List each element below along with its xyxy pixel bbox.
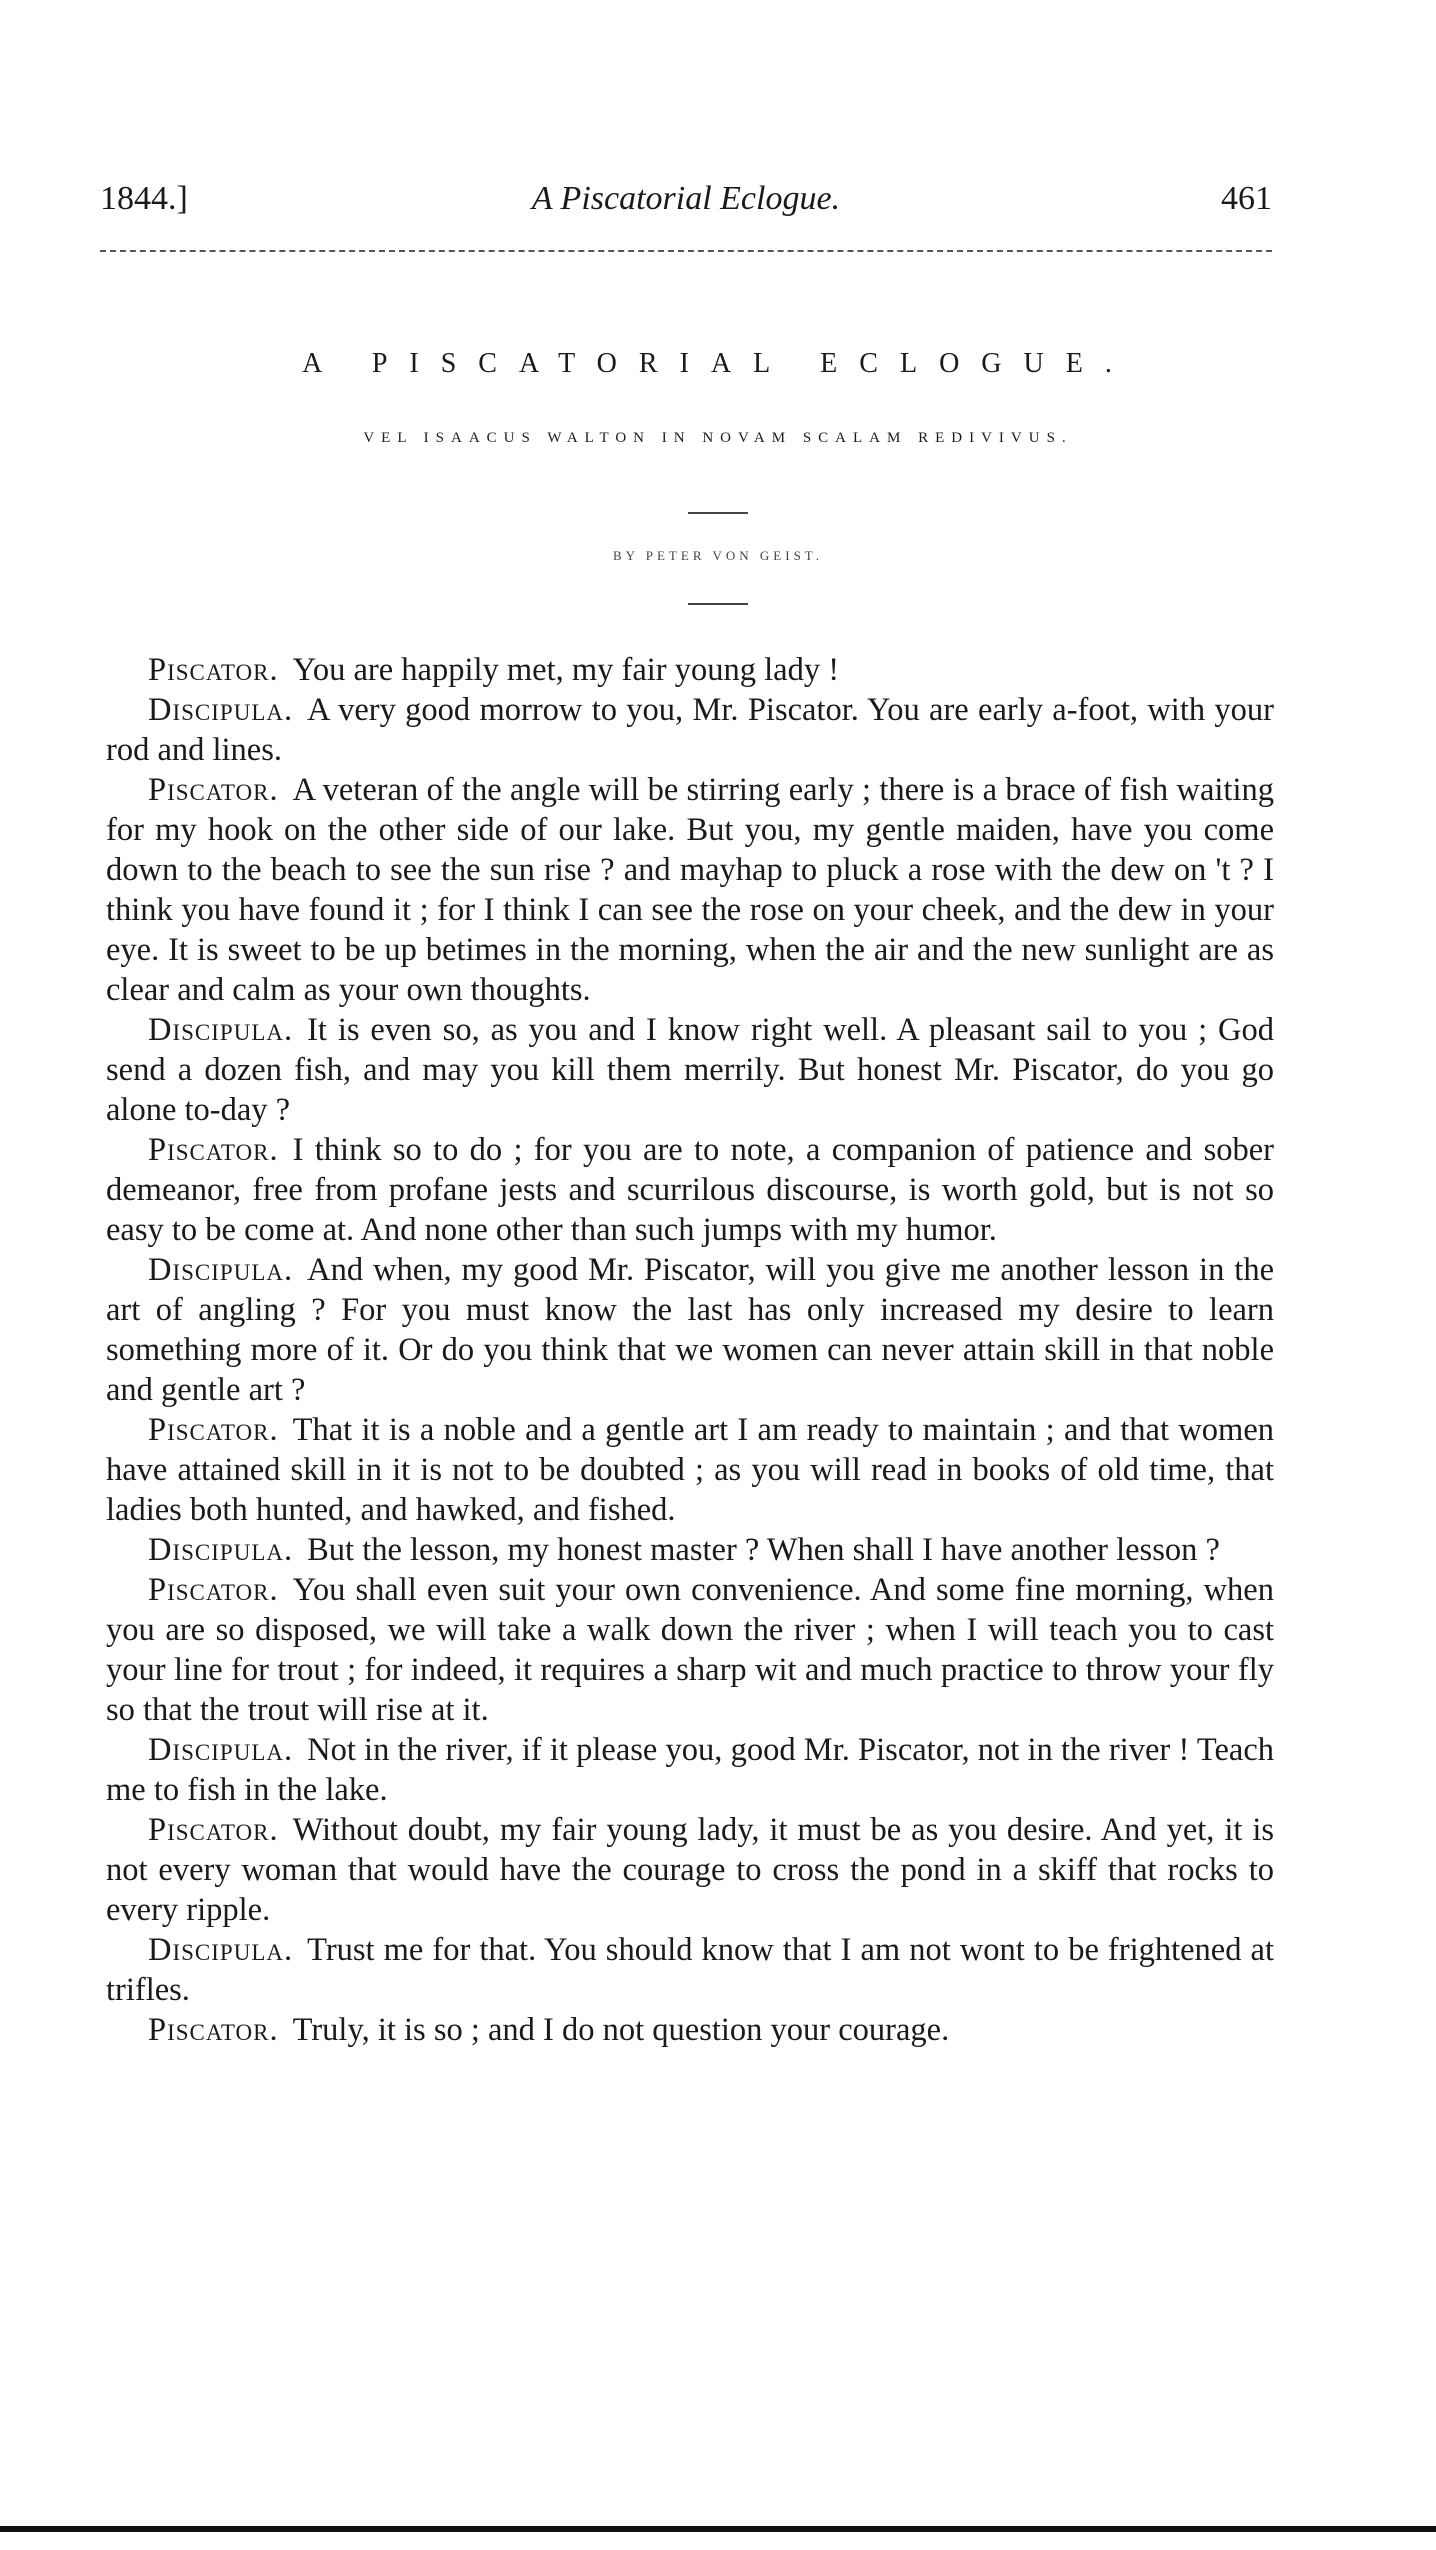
running-head (100, 180, 1272, 230)
running-head-title: A Piscatorial Eclogue. (531, 180, 841, 217)
dialogue-paragraph (106, 1130, 1274, 1250)
speaker-name: Piscator. (148, 2012, 279, 2048)
dialogue-paragraph (106, 1010, 1274, 1130)
speech-text: I think so to do ; for you are to note, a companion of patience and sober demeanor, free from profane jests and scurrilous discourse, is worth gold, but is not so easy to be come at. And none other than such jumps with my humor. (106, 1132, 1274, 1248)
speech-text: And when, my good Mr. Piscator, will you give me another lesson in the art of angling ? For you must know the last has only increased my desire to learn something more of it. Or do you think that we women can never attain skill in that noble and gentle art ? (106, 1252, 1274, 1408)
header-rule (100, 250, 1272, 252)
speech-text: You are happily met, my fair young lady ! (292, 652, 840, 688)
speech-text: Without doubt, my fair young lady, it must be as you desire. And yet, it is not every woman that would have the courage to cross the pond in a skiff that rocks to every ripple. (106, 1812, 1274, 1928)
speech-text: A veteran of the angle will be stirring early ; there is a brace of fish waiting for my hook on the other side of our lake. But you, my gentle maiden, have you come down to the beach to see the sun rise ? and mayhap to pluck a rose with the dew on 't ? I think you have found it ; for I think I can see the rose on your cheek, and the dew in your eye. It is sweet to be up betimes in the morning, when the air and the new sunlight are as clear and calm as your own thoughts. (106, 772, 1274, 1008)
dialogue-paragraph (106, 1570, 1274, 1730)
speaker-name: Piscator. (148, 1412, 279, 1448)
page-bottom-edge (0, 2526, 1436, 2532)
speech-text: Not in the river, if it please you, good Mr. Piscator, not in the river ! Teach me to fish in the lake. (106, 1732, 1274, 1808)
ornament-rule-top (688, 512, 748, 514)
page-number: 461 (1221, 180, 1272, 217)
speech-text: A very good morrow to you, Mr. Piscator. You are early a-foot, with your rod and lines. (106, 692, 1274, 768)
dialogue-paragraph (106, 2010, 1274, 2050)
speaker-name: Discipula. (148, 692, 294, 728)
dialogue-paragraph (106, 1530, 1274, 1570)
dialogue-body (106, 650, 1274, 2050)
dialogue-paragraph (106, 650, 1274, 690)
speech-text: Trust me for that. You should know that I am not wont to be frightened at trifles. (106, 1932, 1274, 2008)
speaker-name: Discipula. (148, 1932, 294, 1968)
article-title: A PISCATORIAL ECLOGUE. (302, 348, 1134, 379)
dialogue-paragraph (106, 690, 1274, 770)
speech-text: It is even so, as you and I know right well. A pleasant sail to you ; God send a dozen fish, and may you kill them merrily. But honest Mr. Piscator, do you go alone to-day ? (106, 1012, 1274, 1128)
ornament-rule-bottom (688, 603, 748, 605)
speech-text: That it is a noble and a gentle art I am ready to maintain ; and that women have attained skill in it is not to be doubted ; as you will read in books of old time, that ladies both hunted, and hawked, and fished. (106, 1412, 1274, 1528)
speech-text: But the lesson, my honest master ? When shall I have another lesson ? (307, 1532, 1220, 1568)
speaker-name: Piscator. (148, 772, 279, 808)
dialogue-paragraph (106, 1810, 1274, 1930)
speech-text: Truly, it is so ; and I do not question your courage. (292, 2012, 950, 2048)
dialogue-paragraph (106, 1930, 1274, 2010)
dialogue-paragraph (106, 770, 1274, 1010)
speech-text: You shall even suit your own convenience. And some fine morning, when you are so disposed, we will take a walk down the river ; when I will teach you to cast your line for trout ; for indeed, it requires a sharp wit and much practice to throw your fly so that the trout will rise at it. (106, 1572, 1274, 1728)
dialogue-paragraph (106, 1730, 1274, 1810)
speaker-name: Discipula. (148, 1252, 294, 1288)
speaker-name: Piscator. (148, 1812, 279, 1848)
dialogue-paragraph (106, 1410, 1274, 1530)
speaker-name: Discipula. (148, 1012, 294, 1048)
speaker-name: Discipula. (148, 1532, 294, 1568)
byline: BY PETER VON GEIST. (612, 548, 824, 563)
dialogue-paragraph (106, 1250, 1274, 1410)
speaker-name: Discipula. (148, 1732, 294, 1768)
speaker-name: Piscator. (148, 652, 279, 688)
speaker-name: Piscator. (148, 1132, 279, 1168)
speaker-name: Piscator. (148, 1572, 279, 1608)
running-head-year: 1844.] (100, 180, 188, 217)
article-subtitle: VEL ISAACUS WALTON IN NOVAM SCALAM REDIVIVUS. (363, 430, 1073, 446)
